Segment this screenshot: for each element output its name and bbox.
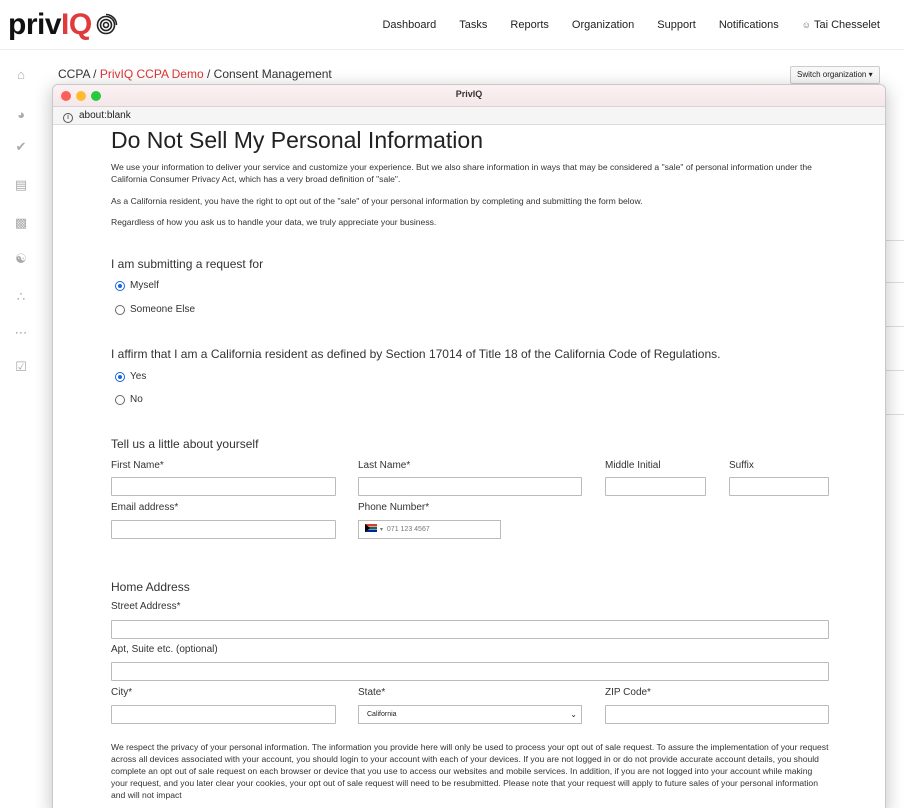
radio-button-checked[interactable] — [115, 281, 125, 291]
checkbox-icon[interactable]: ☑ — [15, 359, 27, 374]
window-titlebar — [53, 85, 885, 107]
south-africa-flag-icon[interactable] — [365, 524, 377, 532]
breadcrumb-link[interactable]: PrivIQ CCPA Demo — [99, 67, 204, 81]
zip-code-label: ZIP Code* — [605, 687, 651, 698]
first-name-label: First Name* — [111, 460, 164, 471]
breadcrumb-current: Consent Management — [213, 67, 332, 81]
suffix-label: Suffix — [729, 460, 754, 471]
state-label: State* — [358, 687, 386, 698]
radio-no[interactable] — [115, 394, 143, 405]
window-title: PrivIQ — [455, 89, 483, 99]
breadcrumb-root[interactable]: CCPA — [58, 67, 90, 81]
url-value: blank — [106, 110, 131, 121]
breadcrumb — [58, 67, 332, 81]
document-icon[interactable]: ▤ — [14, 177, 28, 192]
email-label: Email address* — [111, 502, 179, 513]
intro-paragraph: Regardless of how you ask us to handle your data, we truly appreciate your business. — [111, 217, 437, 227]
info-icon[interactable]: i — [63, 113, 73, 123]
chevron-down-icon: ⌄ — [570, 710, 577, 719]
url-prefix: about: — [79, 110, 107, 121]
state-value: California — [367, 711, 397, 718]
divider — [884, 414, 904, 415]
city-input[interactable] — [111, 705, 336, 724]
radio-button-checked[interactable] — [115, 372, 125, 382]
divider — [884, 370, 904, 371]
about-section-heading: Tell us a little about yourself — [111, 437, 259, 451]
zip-code-input[interactable] — [605, 705, 829, 724]
phone-input[interactable] — [358, 520, 501, 539]
street-address-label: Street Address* — [111, 601, 181, 612]
users-icon[interactable]: ⋯ — [14, 325, 28, 340]
nav-support[interactable]: Support — [657, 19, 696, 31]
privi-logo[interactable] — [8, 8, 118, 42]
divider — [884, 240, 904, 241]
suffix-input[interactable] — [729, 477, 829, 496]
org-chart-icon[interactable]: ∴ — [16, 289, 26, 304]
top-navbar — [0, 0, 904, 50]
popup-window — [52, 84, 886, 808]
user-menu[interactable]: ☺ Tai Chesselet — [802, 19, 880, 31]
middle-initial-input[interactable] — [605, 477, 706, 496]
check-circle-icon[interactable]: ✔ — [15, 139, 27, 154]
divider — [884, 282, 904, 283]
radio-label: Myself — [130, 280, 159, 291]
bank-icon[interactable]: ☯ — [15, 251, 27, 266]
state-select[interactable] — [358, 705, 582, 724]
presentation-icon[interactable]: ▩ — [14, 215, 28, 230]
last-name-label: Last Name* — [358, 460, 411, 471]
phone-placeholder: 071 123 4567 — [386, 526, 430, 533]
intro-paragraph: We use your information to deliver your service and customize your experience. But we also share information in ways that may be considered a "sale" of personal information under the California Consumer Privacy Act, which has a very broad definition of "sale". — [111, 162, 812, 184]
city-label: City* — [111, 687, 133, 698]
divider — [884, 326, 904, 327]
breadcrumb-sep: / — [93, 67, 97, 81]
nav-tasks[interactable]: Tasks — [459, 19, 488, 31]
street-address-input[interactable] — [111, 620, 829, 639]
page-title: Do Not Sell My Personal Information — [111, 127, 483, 153]
home-address-heading: Home Address — [111, 580, 190, 594]
fingerprint-icon — [94, 13, 118, 37]
nav-notifications[interactable]: Notifications — [718, 19, 779, 31]
main-nav — [382, 19, 880, 31]
privacy-notice: We respect the privacy of your personal information. The information you provide here will only be used to process your opt out of sale request. To assure the implementation of your request across all devices associated with your account, you should login to your account with each of your devices. If you are not logged in or do not provide accurate account details, you should complete an opt out of sale request on each browser or device that you use to access our websites and mobile services. In addition, if you are not logged into your account while making your request, and you later clear your cookies, your opt out of sale request will need to be resubmitted. Please note that your request will apply to future sales of your personal information and will not impact — [111, 742, 829, 800]
logo-text: priv — [8, 8, 62, 41]
last-name-input[interactable] — [358, 477, 582, 496]
dashboard-icon[interactable]: ◕ — [17, 107, 25, 122]
email-input[interactable] — [111, 520, 336, 539]
radio-button[interactable] — [115, 305, 125, 315]
radio-myself[interactable] — [115, 280, 159, 291]
apt-suite-label: Apt, Suite etc. (optional) — [111, 644, 218, 655]
home-icon[interactable]: ⌂ — [17, 67, 25, 82]
request-for-question: I am submitting a request for — [111, 257, 264, 271]
middle-initial-label: Middle Initial — [605, 460, 661, 471]
radio-label: Someone Else — [130, 304, 196, 315]
first-name-input[interactable] — [111, 477, 336, 496]
radio-button[interactable] — [115, 395, 125, 405]
radio-someone-else[interactable] — [115, 304, 195, 315]
nav-dashboard[interactable]: Dashboard — [382, 19, 437, 31]
radio-label: No — [130, 394, 143, 405]
residency-question: I affirm that I am a California resident as defined by Section 17014 of Title 18 of the California Code of Regulations. — [111, 347, 721, 361]
url-bar[interactable] — [53, 107, 885, 125]
logo-text-accent: IQ — [61, 8, 92, 41]
radio-yes[interactable] — [115, 371, 146, 382]
intro-paragraph: As a California resident, you have the right to opt out of the "sale" of your personal information by completing and submitting the form below. — [111, 196, 643, 206]
radio-label: Yes — [130, 371, 147, 382]
switch-organization-button[interactable]: Switch organization ▾ — [790, 66, 880, 84]
apt-suite-input[interactable] — [111, 662, 829, 681]
chevron-down-icon[interactable]: ▾ — [380, 527, 384, 533]
nav-organization[interactable]: Organization — [571, 19, 635, 31]
breadcrumb-sep: / — [206, 67, 211, 81]
nav-reports[interactable]: Reports — [510, 19, 549, 31]
phone-label: Phone Number* — [358, 502, 430, 513]
